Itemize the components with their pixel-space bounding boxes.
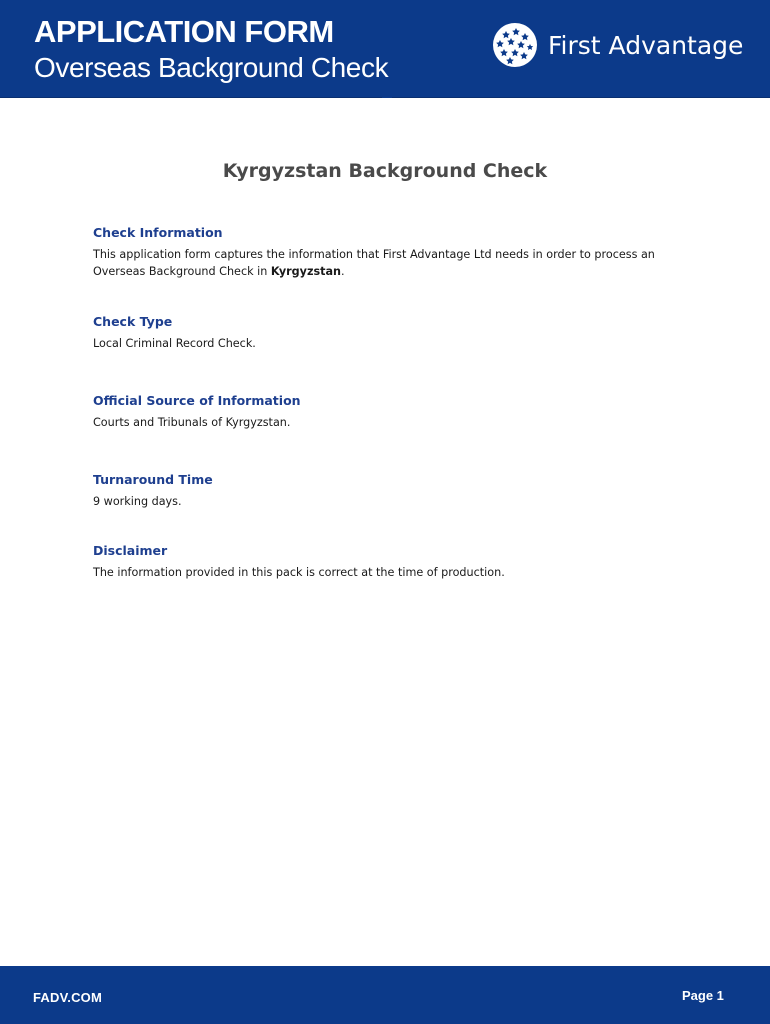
section-body-text: This application form captures the information that First Advantage Ltd needs in order to process an Overseas Background Check in [93,248,655,278]
footer-website: FADV.COM [33,990,103,1005]
footer-banner [0,966,770,1024]
section-body: Courts and Tribunals of Kyrgyzstan. [93,416,291,429]
section-body-end: . [341,265,345,278]
form-title: APPLICATION FORM [34,14,334,49]
section-heading: Check Type [93,314,173,329]
country-name: Kyrgyzstan [270,265,341,278]
section-check-information [93,224,693,280]
section-disclaimer [93,542,693,581]
section-body: The information provided in this pack is correct at the time of production. [93,566,505,579]
section-heading: Disclaimer [93,543,168,558]
section-body: Local Criminal Record Check. [93,337,256,350]
section-heading: Turnaround Time [93,472,213,487]
form-subtitle: Overseas Background Check [34,52,389,83]
header-banner [0,0,770,98]
section-check-type [93,313,693,352]
section-heading: Official Source of Information [93,393,301,408]
section-body [93,246,693,280]
company-logo [492,22,743,68]
document-title: Kyrgyzstan Background Check [222,160,548,182]
header-divider-mark [382,96,392,98]
globe-icon [492,22,538,68]
section-body: 9 working days. [93,495,182,508]
page-number: Page 1 [682,988,724,1003]
section-turnaround-time [93,471,693,510]
section-heading: Check Information [93,225,223,240]
company-logo-text: First Advantage [548,30,744,60]
section-official-source [93,392,693,431]
